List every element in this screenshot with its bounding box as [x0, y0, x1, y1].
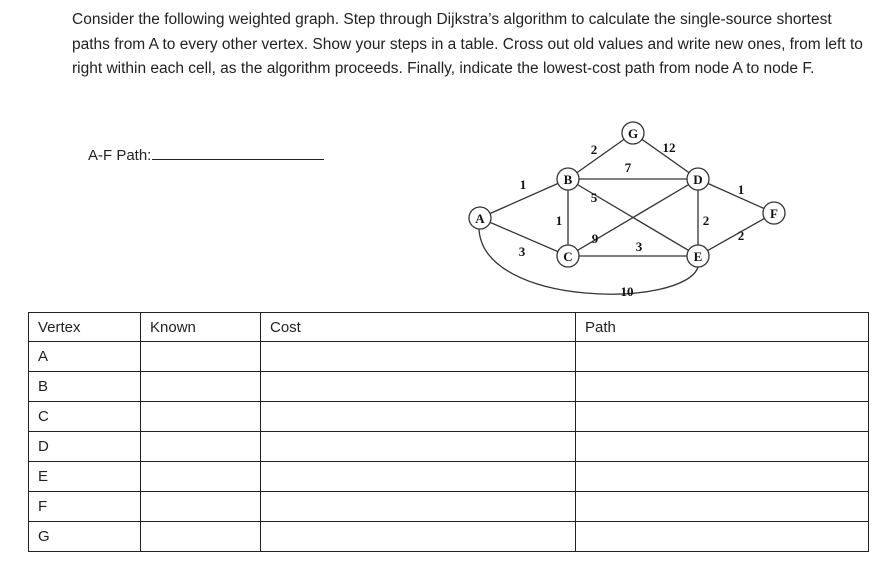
- vertex-cell: G: [29, 522, 141, 552]
- af-path-answer: [88, 145, 324, 164]
- table-row: [29, 462, 869, 492]
- known-cell[interactable]: [141, 342, 261, 372]
- weight-b-d: 7: [624, 160, 632, 175]
- header-path: Path: [576, 313, 869, 342]
- known-cell[interactable]: [141, 522, 261, 552]
- cost-cell[interactable]: [261, 492, 576, 522]
- table-row: [29, 432, 869, 462]
- af-path-label: A-F Path:: [88, 147, 152, 164]
- vertex-cell: F: [29, 492, 141, 522]
- weight-d-f: 1: [737, 182, 745, 197]
- node-b-label: B: [563, 172, 573, 187]
- known-cell[interactable]: [141, 432, 261, 462]
- weight-e-f: 2: [737, 228, 745, 243]
- known-cell[interactable]: [141, 372, 261, 402]
- cost-cell[interactable]: [261, 462, 576, 492]
- weight-a-e: 10: [620, 284, 634, 299]
- af-path-blank[interactable]: [152, 145, 324, 160]
- path-cell[interactable]: [576, 432, 869, 462]
- weight-a-c: 3: [518, 244, 526, 259]
- path-cell[interactable]: [576, 402, 869, 432]
- dijkstra-steps-table: [28, 312, 869, 552]
- table-row: [29, 492, 869, 522]
- edge-e-f: [698, 213, 774, 256]
- node-e-label: E: [693, 249, 703, 264]
- known-cell[interactable]: [141, 402, 261, 432]
- weight-c-e: 3: [635, 239, 643, 254]
- table-row: [29, 342, 869, 372]
- path-cell[interactable]: [576, 492, 869, 522]
- known-cell[interactable]: [141, 492, 261, 522]
- vertex-cell: C: [29, 402, 141, 432]
- table-body: [29, 342, 869, 552]
- weight-c-d: 9: [591, 231, 599, 246]
- table-header-row: [29, 313, 869, 342]
- question-prompt: Consider the following weighted graph. Step through Dijkstra’s algorithm to calculate the single-source shortest paths from A to every other vertex. Show your steps in a table. Cross out old values and write new ones, from left to right within each cell, as the algorithm proceeds. Finally, indicate the lowest-cost path from node A to node F.: [72, 11, 863, 77]
- path-cell[interactable]: [576, 462, 869, 492]
- weight-b-e: 5: [590, 190, 598, 205]
- weight-b-g: 2: [590, 142, 598, 157]
- cost-cell[interactable]: [261, 522, 576, 552]
- edge-a-e-curve: [479, 229, 698, 294]
- header-cost: Cost: [261, 313, 576, 342]
- weighted-graph-diagram: [455, 118, 795, 308]
- node-a-label: A: [475, 211, 485, 226]
- table-row: [29, 372, 869, 402]
- weight-g-d: 12: [662, 140, 676, 155]
- table-row: [29, 522, 869, 552]
- vertex-cell: E: [29, 462, 141, 492]
- cost-cell[interactable]: [261, 402, 576, 432]
- header-vertex: Vertex: [29, 313, 141, 342]
- weight-d-e: 2: [702, 213, 710, 228]
- node-c-label: C: [563, 249, 573, 264]
- node-d-label: D: [693, 172, 703, 187]
- header-known: Known: [141, 313, 261, 342]
- path-cell[interactable]: [576, 372, 869, 402]
- node-g-label: G: [627, 126, 639, 141]
- vertex-cell: B: [29, 372, 141, 402]
- vertex-cell: A: [29, 342, 141, 372]
- weight-a-b: 1: [519, 177, 527, 192]
- edge-b-g: [568, 133, 633, 179]
- path-cell[interactable]: [576, 342, 869, 372]
- cost-cell[interactable]: [261, 342, 576, 372]
- cost-cell[interactable]: [261, 372, 576, 402]
- edge-d-f: [698, 179, 774, 213]
- vertex-cell: D: [29, 432, 141, 462]
- table-row: [29, 402, 869, 432]
- node-f-label: F: [770, 206, 778, 221]
- path-cell[interactable]: [576, 522, 869, 552]
- weight-b-c: 1: [555, 213, 563, 228]
- known-cell[interactable]: [141, 462, 261, 492]
- cost-cell[interactable]: [261, 432, 576, 462]
